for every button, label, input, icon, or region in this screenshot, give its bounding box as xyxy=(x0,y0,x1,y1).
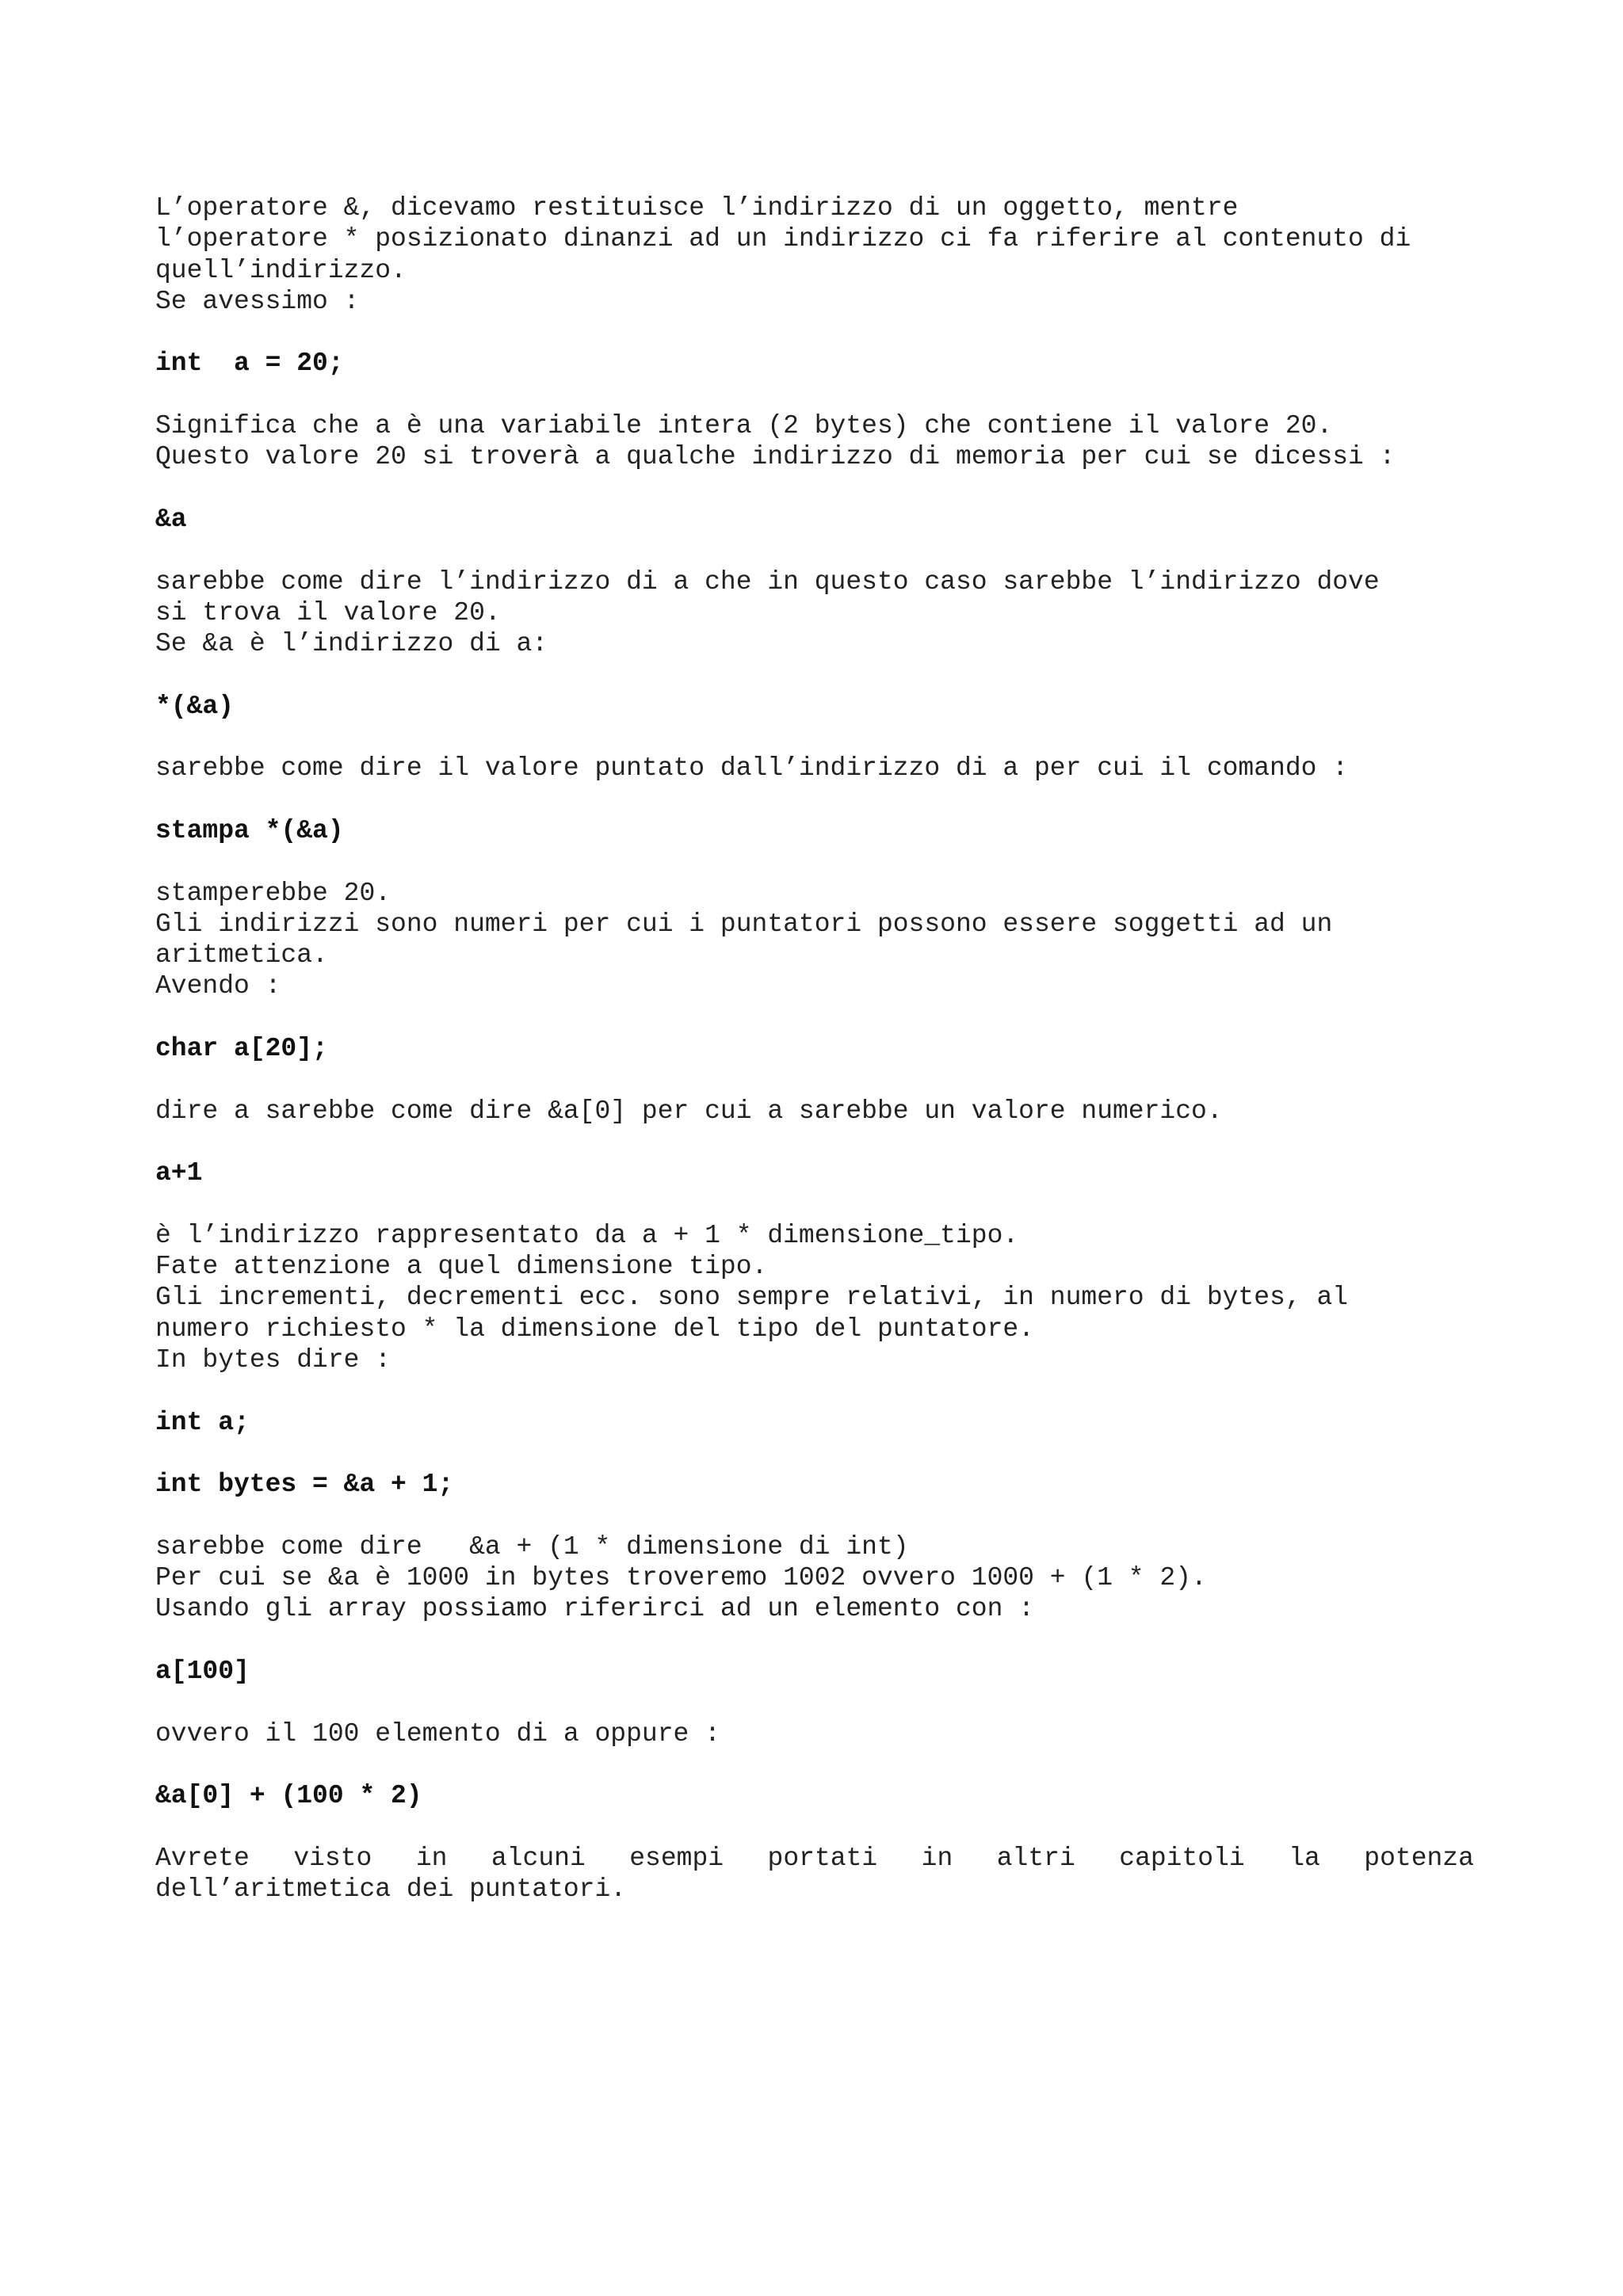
spacer xyxy=(155,473,1487,504)
paragraph-arithmetic xyxy=(155,878,1487,1002)
paragraph-variable xyxy=(155,410,1487,473)
text-line: Gli incrementi, decrementi ecc. sono sempre relativi, in numero di bytes, al xyxy=(155,1283,1349,1313)
spacer xyxy=(155,1127,1487,1158)
text-line: sarebbe come dire il valore puntato dall’indirizzo di a per cui il comando : xyxy=(155,753,1349,784)
text-line: quell’indirizzo. xyxy=(155,255,407,285)
spacer xyxy=(155,846,1487,877)
spacer xyxy=(155,535,1487,566)
word: visto xyxy=(293,1843,372,1873)
spacer xyxy=(155,1064,1487,1095)
text-line: è l’indirizzo rappresentato da a + 1 * dimensione_tipo. xyxy=(155,1220,1019,1250)
spacer xyxy=(155,659,1487,690)
spacer xyxy=(155,1375,1487,1406)
text-line: stamperebbe 20. xyxy=(155,878,391,908)
text-line: si trova il valore 20. xyxy=(155,597,501,627)
code-char-array: char a[20]; xyxy=(155,1034,328,1064)
paragraph-bytes xyxy=(155,1531,1487,1625)
word: la xyxy=(1289,1843,1320,1873)
code-a-100: a[100] xyxy=(155,1656,250,1686)
word: portati xyxy=(767,1843,878,1873)
text-line: Se &a è l’indirizzo di a: xyxy=(155,629,548,659)
paragraph-increments xyxy=(155,1220,1487,1375)
paragraph-intro xyxy=(155,193,1487,317)
text-line: dell’aritmetica dei puntatori. xyxy=(155,1875,627,1905)
spacer xyxy=(155,784,1487,815)
text-line: Fate attenzione a quel dimensione tipo. xyxy=(155,1252,768,1282)
spacer xyxy=(155,1189,1487,1220)
word: in xyxy=(921,1843,953,1873)
paragraph-conclusion xyxy=(155,1843,1487,1905)
code-int-a-20: int a = 20; xyxy=(155,349,344,379)
code-int-a: int a; xyxy=(155,1407,250,1437)
text-line: ovvero il 100 elemento di a oppure : xyxy=(155,1718,720,1749)
spacer xyxy=(155,1500,1487,1531)
text-line: Gli indirizzi sono numeri per cui i puntatori possono essere soggetti ad un xyxy=(155,909,1333,939)
spacer xyxy=(155,1002,1487,1033)
text-line: In bytes dire : xyxy=(155,1344,391,1375)
word: Avrete xyxy=(155,1843,250,1873)
spacer xyxy=(155,317,1487,348)
spacer xyxy=(155,1749,1487,1780)
text-line: L’operatore &, dicevamo restituisce l’indirizzo di un oggetto, mentre xyxy=(155,193,1239,223)
spacer xyxy=(155,722,1487,753)
spacer xyxy=(155,1438,1487,1469)
text-line: numero richiesto * la dimensione del tipo del puntatore. xyxy=(155,1314,1034,1344)
justified-line xyxy=(155,1843,1474,1874)
document-page xyxy=(155,193,1487,1905)
text-line: sarebbe come dire &a + (1 * dimensione di int) xyxy=(155,1531,909,1562)
code-address-of-a: &a xyxy=(155,504,187,534)
paragraph-pointed-value xyxy=(155,753,1487,784)
word: esempi xyxy=(629,1843,724,1873)
code-a-plus-1: a+1 xyxy=(155,1158,203,1188)
text-line: Avendo : xyxy=(155,971,281,1001)
word: potenza xyxy=(1364,1843,1474,1873)
spacer xyxy=(155,379,1487,410)
text-line: Usando gli array possiamo riferirci ad un elemento con : xyxy=(155,1594,1034,1624)
text-line: dire a sarebbe come dire &a[0] per cui a sarebbe un valore numerico. xyxy=(155,1096,1223,1126)
text-line: sarebbe come dire l’indirizzo di a che in questo caso sarebbe l’indirizzo dove xyxy=(155,566,1380,597)
code-deref-address: *(&a) xyxy=(155,691,235,721)
text-line: Significa che a è una variabile intera (2 bytes) che contiene il valore 20. xyxy=(155,411,1333,441)
word: altri xyxy=(996,1843,1075,1873)
word: capitoli xyxy=(1119,1843,1245,1873)
paragraph-element xyxy=(155,1718,1487,1749)
text-line: Questo valore 20 si troverà a qualche indirizzo di memoria per cui se dicessi : xyxy=(155,442,1396,472)
text-line: l’operatore * posizionato dinanzi ad un indirizzo ci fa riferire al contenuto di xyxy=(155,224,1411,254)
word: in xyxy=(415,1843,448,1873)
code-int-bytes: int bytes = &a + 1; xyxy=(155,1470,454,1500)
code-stampa: stampa *(&a) xyxy=(155,815,344,845)
spacer xyxy=(155,1625,1487,1656)
text-line: aritmetica. xyxy=(155,940,328,971)
word: alcuni xyxy=(491,1843,586,1873)
spacer xyxy=(155,1687,1487,1718)
text-line: Se avessimo : xyxy=(155,286,360,316)
paragraph-address xyxy=(155,566,1487,660)
paragraph-array-name xyxy=(155,1096,1487,1127)
spacer xyxy=(155,1811,1487,1842)
code-address-offset: &a[0] + (100 * 2) xyxy=(155,1781,422,1811)
text-line: Per cui se &a è 1000 in bytes troveremo 1002 ovvero 1000 + (1 * 2). xyxy=(155,1563,1207,1593)
